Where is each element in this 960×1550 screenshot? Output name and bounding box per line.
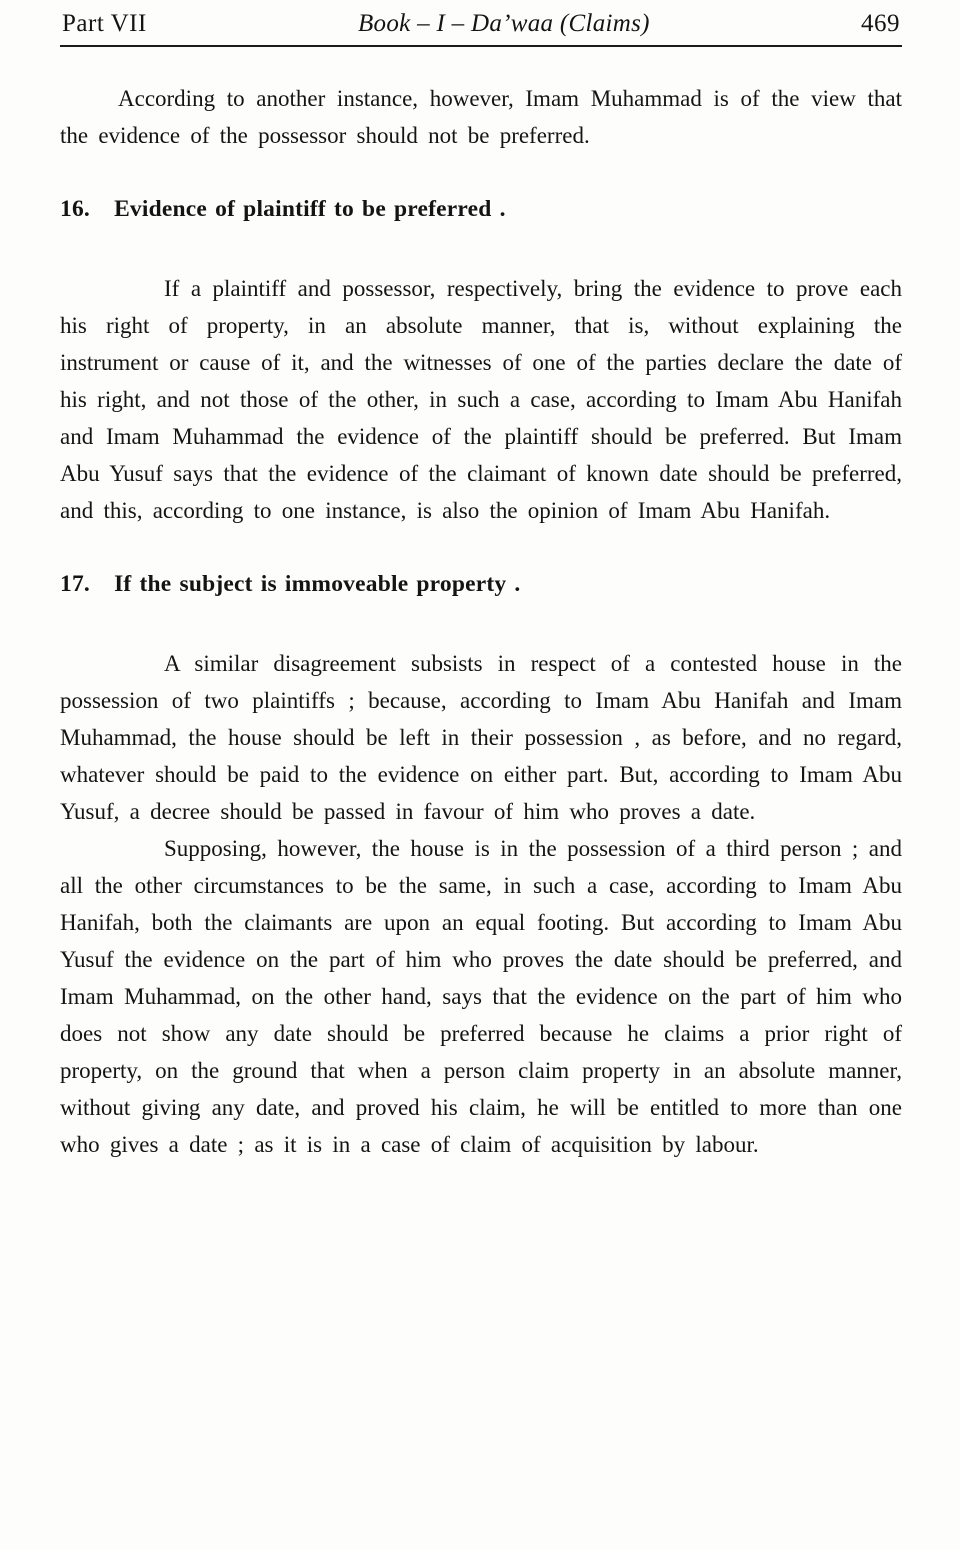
page-header	[60, 8, 902, 47]
section-17-heading	[60, 569, 902, 599]
page-body	[60, 80, 902, 1163]
header-page-number: 469	[860, 10, 900, 37]
section-16-number: 16.	[60, 196, 90, 222]
section-16-title: Evidence of plaintiff to be preferred .	[114, 196, 506, 222]
header-part-label: Part VII	[62, 10, 147, 37]
section-17-title: If the subject is immoveable property .	[114, 571, 521, 597]
section-16-heading	[60, 194, 902, 224]
section-17-paragraph-1: A similar disagreement subsists in respect of a contested house in the possession of two plaintiffs ; because, according to Imam Abu Hanifah and Imam Muhammad, the house should be left in their possession , as before, and no regard, whatever should be paid to the evidence on either part. But, according to Imam Abu Yusuf, a decree should be passed in favour of him who proves a date.	[60, 651, 902, 824]
section-16-paragraph: If a plaintiff and possessor, respectively, bring the evidence to prove each his right of property, in an absolute manner, that is, without explaining the instrument or cause of it, and the witnesses of one of the parties declare the date of his right, and not those of the other, in such a case, according to Imam Abu Hanifah and Imam Muhammad the evidence of the plaintiff should be preferred. But Imam Abu Yusuf says that the evidence of the claimant of known date should be preferred, and this, according to one instance, is also the opinion of Imam Abu Hanifah.	[60, 276, 902, 523]
intro-paragraph: According to another instance, however, Imam Muhammad is of the view that the evidence of the possessor should not be preferred.	[60, 86, 902, 148]
section-17-number: 17.	[60, 571, 90, 597]
section-17-paragraph-2: Supposing, however, the house is in the possession of a third person ; and all the other circumstances to be the same, in such a case, according to Imam Abu Hanifah, both the claimants are upon an equal footing. But according to Imam Abu Yusuf the evidence on the part of him who proves the date should be preferred, and Imam Muhammad, on the other hand, says that the evidence on the part of him who does not show any date should be preferred because he claims a prior right of property, on the ground that when a person claim property in an absolute manner, without giving any date, and proved his claim, he will be entitled to more than one who gives a date ; as it is in a case of claim of acquisition by labour.	[60, 836, 902, 1157]
header-book-title: Book – I – Da’waa (Claims)	[357, 10, 650, 37]
